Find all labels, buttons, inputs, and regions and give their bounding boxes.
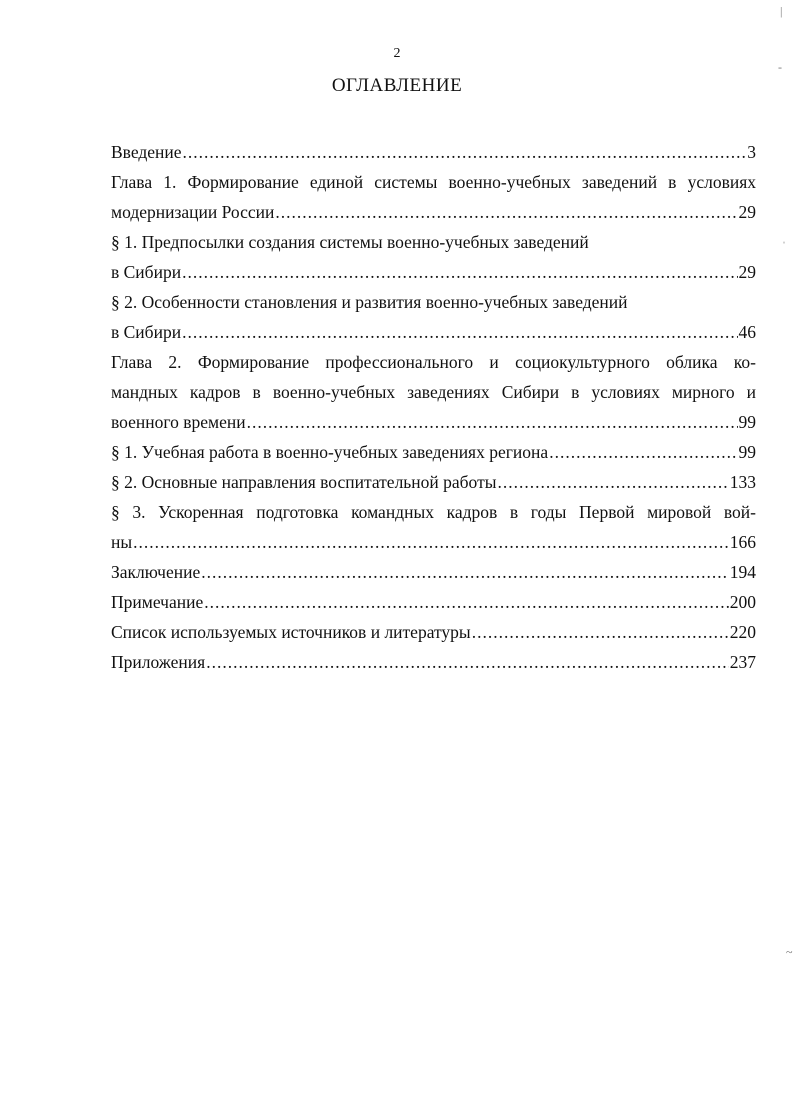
toc-entry-label-continued: модернизации России — [111, 202, 275, 222]
toc-entry-sources[interactable] — [111, 617, 756, 647]
toc-leader-dots — [201, 557, 729, 587]
toc-entry-conclusion[interactable] — [111, 557, 756, 587]
toc-leader-dots — [275, 197, 737, 227]
toc-entry-notes[interactable] — [111, 587, 756, 617]
toc-leader-dots — [497, 467, 728, 497]
toc-entry-page: 133 — [729, 472, 756, 492]
toc-entry-label: § 2. Основные направления воспитательной работы — [111, 472, 497, 492]
toc-entry-chapter-1-section-2[interactable] — [111, 287, 756, 347]
toc-entry-page: 194 — [729, 562, 756, 582]
toc-entry-label: Заключение — [111, 562, 201, 582]
table-of-contents — [111, 137, 756, 677]
scan-artifact: - — [778, 60, 782, 74]
scan-artifact: ˌ — [782, 230, 786, 244]
toc-entry-label: Приложения — [111, 652, 206, 672]
page-title: ОГЛАВЛЕНИЕ — [331, 75, 463, 96]
toc-entry-label-continued: ны — [111, 532, 133, 552]
scan-artifact: ~ — [786, 945, 793, 959]
toc-leader-dots — [182, 257, 737, 287]
toc-entry-page: 46 — [738, 322, 756, 342]
toc-entry-label: § 2. Особенности становления и развития военно-учебных заведений — [111, 292, 628, 312]
toc-entry-appendix[interactable] — [111, 647, 756, 677]
toc-entry-label: § 1. Учебная работа в военно-учебных заведениях региона — [111, 442, 549, 462]
toc-entry-page: 29 — [738, 262, 756, 282]
toc-entry-page: 166 — [729, 532, 756, 552]
toc-leader-dots — [182, 317, 737, 347]
toc-entry-label: Глава 1. Формирование единой системы военно-учебных заведений в условиях — [111, 172, 756, 192]
toc-leader-dots — [549, 437, 737, 467]
toc-entry-chapter-1-section-1[interactable] — [111, 227, 756, 287]
toc-entry-label: Введение — [111, 142, 182, 162]
toc-entry-label-continued: в Сибири — [111, 262, 182, 282]
toc-entry-label-continued: мандных кадров в военно-учебных заведениях Сибири в условиях мирного и — [111, 382, 756, 402]
toc-entry-chapter-2-section-1[interactable] — [111, 437, 756, 467]
toc-entry-chapter-2-section-2[interactable] — [111, 467, 756, 497]
toc-entry-label-continued: военного времени — [111, 412, 246, 432]
toc-entry-label: § 1. Предпосылки создания системы военно-учебных заведений — [111, 232, 589, 252]
toc-entry-label: Глава 2. Формирование профессионального и социокультурного облика ко- — [111, 352, 756, 372]
toc-entry-label-continued: в Сибири — [111, 322, 182, 342]
toc-entry-label: Список используемых источников и литературы — [111, 622, 471, 642]
toc-entry-chapter-2-section-3[interactable] — [111, 497, 756, 557]
toc-entry-intro[interactable] — [111, 137, 756, 167]
toc-leader-dots — [133, 527, 729, 557]
toc-entry-page: 237 — [729, 652, 756, 672]
toc-entry-label: Примечание — [111, 592, 204, 612]
scan-artifact: | — [780, 4, 783, 18]
toc-entry-chapter-2[interactable] — [111, 347, 756, 437]
toc-entry-page: 3 — [747, 142, 756, 162]
toc-leader-dots — [206, 647, 729, 677]
toc-entry-label: § 3. Ускоренная подготовка командных кадров в годы Первой мировой вой- — [111, 502, 756, 522]
toc-leader-dots — [472, 617, 729, 647]
toc-leader-dots — [247, 407, 738, 437]
toc-entry-page: 29 — [738, 202, 756, 222]
toc-entry-page: 99 — [738, 442, 756, 462]
toc-leader-dots — [204, 587, 729, 617]
toc-entry-chapter-1[interactable] — [111, 167, 756, 227]
toc-leader-dots — [183, 137, 747, 167]
toc-entry-page: 200 — [729, 592, 756, 612]
toc-entry-page: 220 — [729, 622, 756, 642]
page-number: 2 — [393, 46, 401, 61]
toc-entry-page: 99 — [738, 412, 756, 432]
